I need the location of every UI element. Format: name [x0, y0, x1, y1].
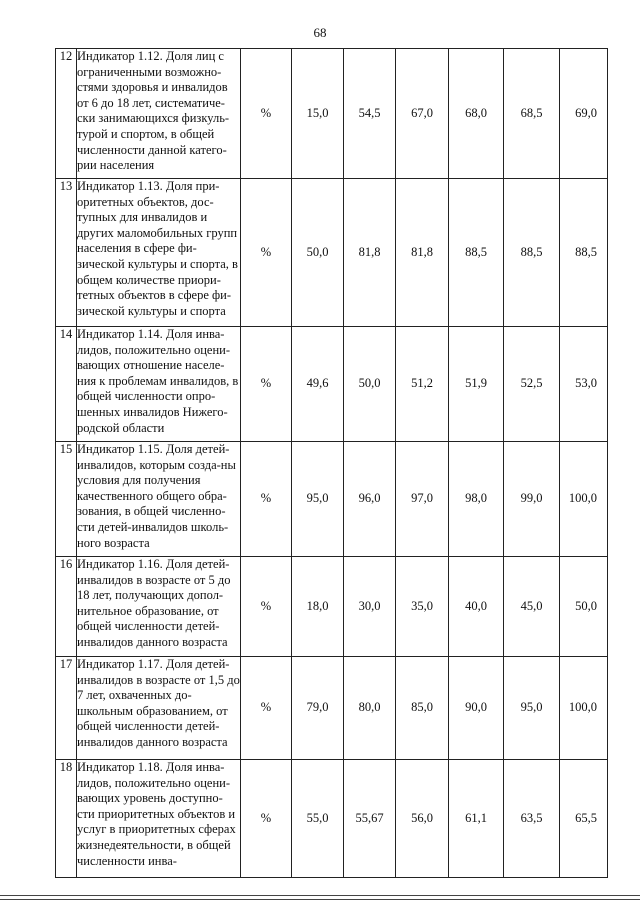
value-cell: 40,0	[449, 557, 504, 657]
value-cell: 15,0	[292, 49, 344, 179]
row-number: 13	[56, 179, 77, 327]
row-number: 16	[56, 557, 77, 657]
value-cell: 100,0	[560, 657, 608, 760]
value-cell: 55,67	[344, 760, 396, 878]
table-row	[56, 327, 608, 442]
value-cell: 49,6	[292, 327, 344, 442]
value-cell: 95,0	[504, 657, 560, 760]
bottom-edge-line	[0, 899, 640, 900]
row-number: 14	[56, 327, 77, 442]
value-cell: 56,0	[396, 760, 449, 878]
unit-cell: %	[241, 760, 292, 878]
value-cell: 100,0	[560, 442, 608, 557]
unit-cell: %	[241, 442, 292, 557]
table-row	[56, 760, 608, 878]
value-cell: 69,0	[560, 49, 608, 179]
table-row	[56, 49, 608, 179]
unit-cell: %	[241, 557, 292, 657]
value-cell: 88,5	[504, 179, 560, 327]
value-cell: 95,0	[292, 442, 344, 557]
value-cell: 18,0	[292, 557, 344, 657]
unit-cell: %	[241, 179, 292, 327]
value-cell: 90,0	[449, 657, 504, 760]
value-cell: 35,0	[396, 557, 449, 657]
value-cell: 99,0	[504, 442, 560, 557]
table-body	[56, 49, 608, 878]
value-cell: 97,0	[396, 442, 449, 557]
indicator-description: Индикатор 1.14. Доля инва-лидов, положительно оцени-вающих отношение населе-ния к проблемам инвалидов, в общей численности опро-шенных инвалидов Нижего-родской области	[77, 327, 241, 442]
value-cell: 79,0	[292, 657, 344, 760]
value-cell: 96,0	[344, 442, 396, 557]
value-cell: 85,0	[396, 657, 449, 760]
value-cell: 98,0	[449, 442, 504, 557]
value-cell: 53,0	[560, 327, 608, 442]
row-number: 15	[56, 442, 77, 557]
table-row	[56, 442, 608, 557]
value-cell: 68,5	[504, 49, 560, 179]
table-row	[56, 657, 608, 760]
value-cell: 80,0	[344, 657, 396, 760]
value-cell: 88,5	[560, 179, 608, 327]
value-cell: 52,5	[504, 327, 560, 442]
indicator-description: Индикатор 1.16. Доля детей-инвалидов в возрасте от 5 до 18 лет, получающих допол-нительное образование, от общей численности детей-инвалидов данного возраста	[77, 557, 241, 657]
indicator-description: Индикатор 1.18. Доля инва-лидов, положительно оцени-вающих уровень доступно-сти приоритетных объектов и услуг в приоритетных сферах жизнедеятельности, в общей численности инва-	[77, 760, 241, 878]
table-row	[56, 557, 608, 657]
indicator-description: Индикатор 1.12. Доля лиц с ограниченными возможно-стями здоровья и инвалидов от 6 до 18 лет, систематиче-ски занимающихся физкуль-турой и спортом, в общей численности данной катего-рии населения	[77, 49, 241, 179]
value-cell: 50,0	[560, 557, 608, 657]
value-cell: 55,0	[292, 760, 344, 878]
row-number: 18	[56, 760, 77, 878]
indicator-description: Индикатор 1.17. Доля детей-инвалидов в возрасте от 1,5 до 7 лет, охваченных до-школьным образованием, от общей численности детей-инвалидов данного возраста	[77, 657, 241, 760]
value-cell: 51,2	[396, 327, 449, 442]
row-number: 12	[56, 49, 77, 179]
value-cell: 50,0	[292, 179, 344, 327]
value-cell: 50,0	[344, 327, 396, 442]
table-row	[56, 179, 608, 327]
value-cell: 81,8	[344, 179, 396, 327]
value-cell: 81,8	[396, 179, 449, 327]
value-cell: 61,1	[449, 760, 504, 878]
value-cell: 45,0	[504, 557, 560, 657]
value-cell: 88,5	[449, 179, 504, 327]
unit-cell: %	[241, 49, 292, 179]
value-cell: 63,5	[504, 760, 560, 878]
indicator-description: Индикатор 1.13. Доля при-оритетных объектов, дос-тупных для инвалидов и других маломобильных групп населения в сфере фи-зической культуры и спорта, в общем количестве приори-тетных объектов в сфере фи-зической культуры и спорта	[77, 179, 241, 327]
indicator-description: Индикатор 1.15. Доля детей-инвалидов, которым созда-ны условия для получения качественного общего обра-зования, в общей численно-сти детей-инвалидов школь-ного возраста	[77, 442, 241, 557]
indicators-table	[55, 48, 608, 878]
value-cell: 51,9	[449, 327, 504, 442]
page-number: 68	[313, 25, 327, 40]
value-cell: 68,0	[449, 49, 504, 179]
value-cell: 67,0	[396, 49, 449, 179]
row-number: 17	[56, 657, 77, 760]
unit-cell: %	[241, 327, 292, 442]
value-cell: 65,5	[560, 760, 608, 878]
value-cell: 30,0	[344, 557, 396, 657]
unit-cell: %	[241, 657, 292, 760]
bottom-edge-line	[0, 895, 640, 896]
value-cell: 54,5	[344, 49, 396, 179]
